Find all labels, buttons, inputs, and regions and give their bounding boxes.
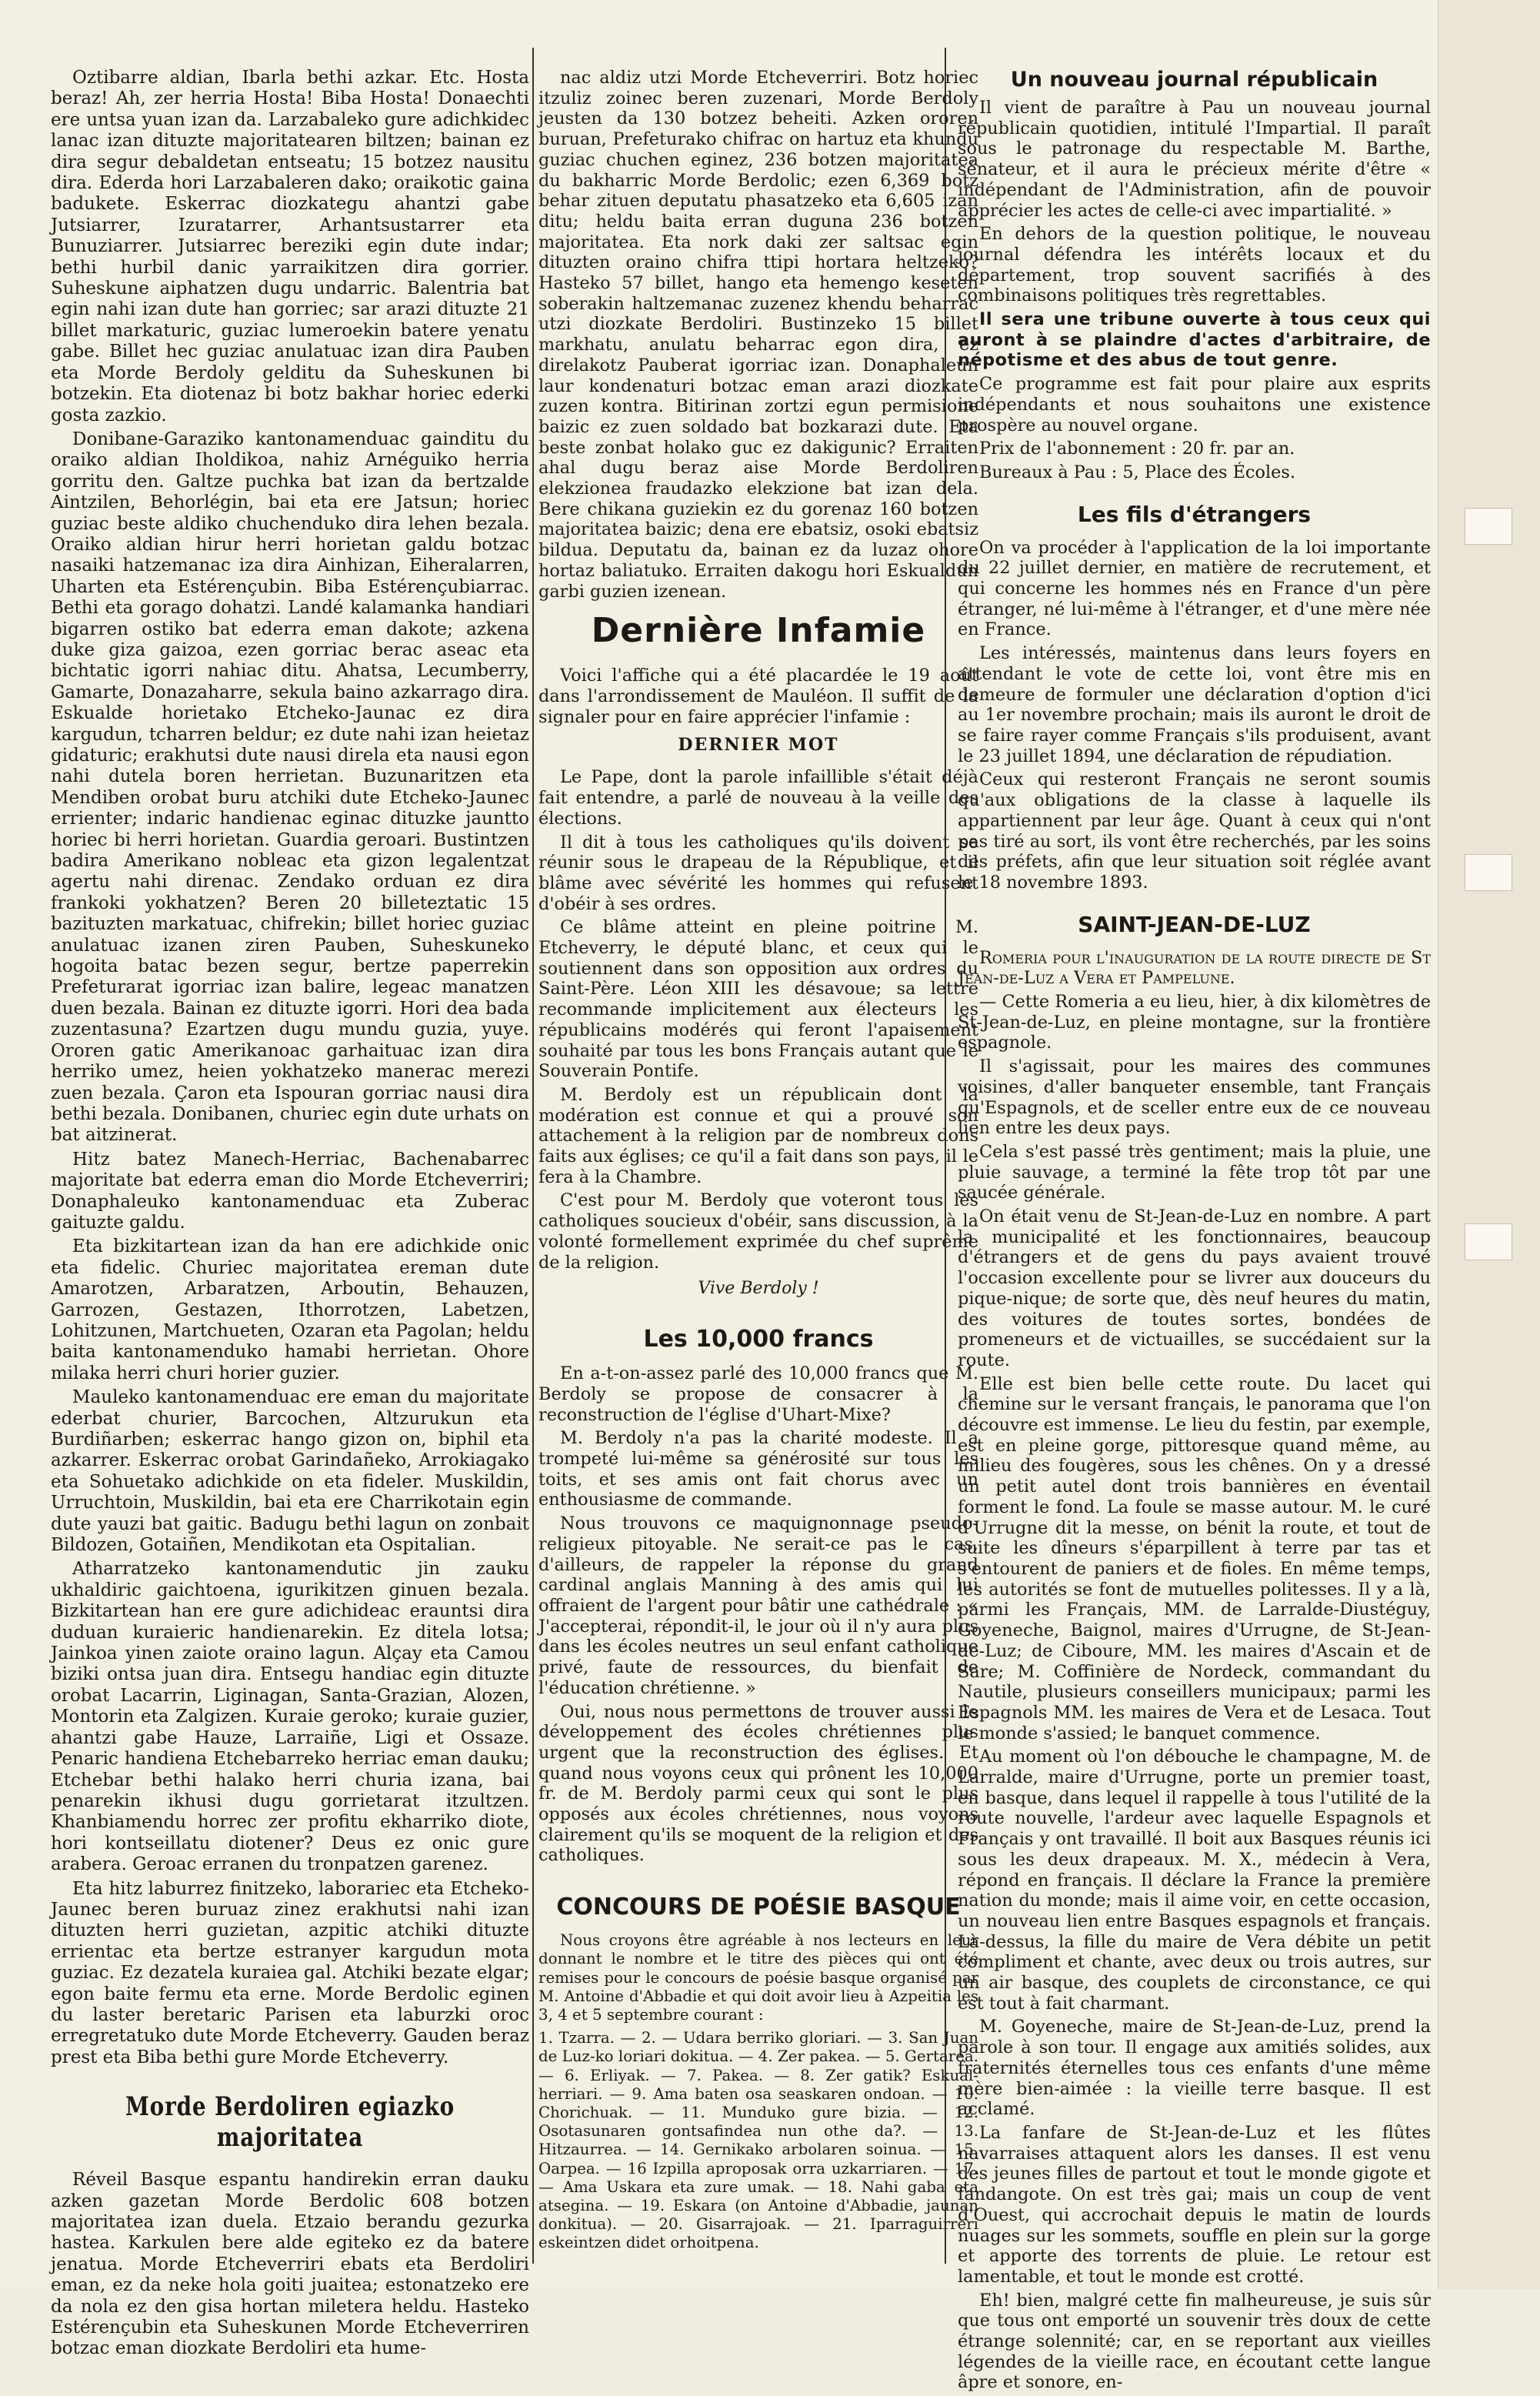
poem-list: 1. Tzarra. — 2. — Udara berriko gloriari. — 3. San Juan de Luz-ko loriari dokitua. — 4. Zer pakea. — 5. Gertarea. — 6. Erliyak. — 7. Pakea. — 8. Zer gatik? Eskual-herriari. — 9. Ama baten osa seaskaren ondoan. — 10. Chorichuak. — 11. Munduko gure bizia. — 12. Osotasunaren gontsafindea nun othe da?. — 13. Hitzaurrea. — 14. Gernikako arbolaren soinua. — 15. Oarpea. — 16 Izpilla aproposak orra uzkarriaren. — 17. — Ama Uskara eta zure umak. — 18. Nahi gaba eta atsegina. — 19. Eskara (on Antoine d'Abbadie, jaunan donkitua). — 20. Gisarrajoak. — 21. Iparraguirreri eskeintzen didet orhoitpena. bbox=[538, 2029, 978, 2252]
article-paragraph: Nous trouvons ce maquignonnage pseudo-religieux pitoyable. Ne serait-ce pas le cas, d'ailleurs, de rappeler la réponse du grand cardinal anglais Manning à des amis qui lui offraient de l'argent pour bâtir une cathédrale : « J'accepterai, répondit-il, le jour où il n'y aura plus dans les écoles neutres un seul enfant catholique privé, faute de ressources, du bienfait de l'éducation chrétienne. » bbox=[538, 1513, 978, 1698]
binding-tab bbox=[1465, 508, 1512, 545]
bold-statement: Il sera une tribune ouverte à tous ceux qui auront à se plaindre d'actes d'arbitraire, de népotisme et des abus de tout genre. bbox=[958, 309, 1431, 371]
article-paragraph: Mauleko kantonamenduac ere eman du majoritate ederbat churier, Barcochen, Altzurukun eta Burdiñarben; eskerrac hango gizon on, biphil eta azkarrer. Eskerrac orobat Garindañeko, Arrokiagako eta Sohuetako adichkide on eta fideler. Muskildin, Urruchtoin, Muskildin, bai eta ere Charrikotain egin dute yauzi bat gaitic. Badugu bethi lagun on zonbait Bildozen, Gotaiñen, Mendikotan eta Ospitalian. bbox=[51, 1387, 529, 1556]
article-paragraph: Donibane-Garaziko kantonamenduac gainditu du oraiko aldian Iholdikoa, nahiz Arnéguiko herria gorritu den. Galtze puchka bat izan da bertzalde Aintzilen, Behorlégin, bai eta ere Jatsun; horiec guziac beste aldiko chuchenduko dira lehen bezala. Oraiko aldian hirur herri horietan galdu botzac nasaiki hatzemanac iza dira Ainhizan, Eiheralarren, Uharten eta Estérençubin. Biba Estérençubiarrac. Bethi eta gorago dohatzi. Landé kalamanka handiari bigarren ostiko bat ederra eman dakote; azkena duke giza gaizoa, ezen gorriac berac aseac eta bichtatic igorri nahiac ditu. Ahatsa, Lecumberry, Gamarte, Donazaharre, sekula baino azkarrago dira. Eskualde horietako Etcheko-Jaunac ez dira kargudun, tcharren beldur; ez dute nahi izan heietaz gidaturic; erakhutsi dute nausi direla eta nausi egon nahi dutela boren herrietan. Buzunaritzen eta Mendiben orobat buru atchiki dute Etcheko-Jaunec errienter; indaric handienac eginac dituzke jauntto horiec bi herri horietan. Guardia geroari. Bustintzen badira Amerikano nobleac eta gizon legalentzat agertu nahi direnac. Zendako orduan ez dira frankoki yokhatzen? Beren 20 billeteztatic 15 bazituzten markatuac, chifrekin; billet horiec guziac anulatuac izanen ziren Pauben, Suheskuneko hogoita batac bezen segur, bertze paperrekin Prefeturarat igorriac izan balire, legeac manatzen duen bezala. Bainan ez dituzte igorri. Hori dea bada zuzentasuna? Ezartzen dugu mundu guzia, yuye. Ororen gatic Amerikanoac garhaituac izan dira herriko umez, heien yokhatzeko manerac merezi zuen bezala. Çaron eta Ispouran gorriac nausi dira bethi bezala. Donibanen, churiec egin dute urhats on bat aitzinerat. bbox=[51, 429, 529, 1146]
article-paragraph: Il dit à tous les catholiques qu'ils doivent se réunir sous le drapeau de la République, et il blâme avec sévérité les hommes qui refusent d'obéir à ses ordres. bbox=[538, 832, 978, 914]
article-paragraph: Le Pape, dont la parole infaillible s'était déjà fait entendre, a parlé de nouveau à la veille des élections. bbox=[538, 767, 978, 829]
article-paragraph: Voici l'affiche qui a été placardée le 19 août dans l'arrondissement de Mauléon. Il suffit de la signaler pour en faire apprécier l'infamie : bbox=[538, 666, 978, 727]
article-paragraph: Les intéressés, maintenus dans leurs foyers en attendant le vote de cette loi, vont être mis en demeure de formuler une déclaration d'option d'ici au 1er novembre prochain; mais ils auront le droit de se faire rayer comme Français s'ils produisent, avant le 23 juillet 1894, une déclaration de répudiation. bbox=[958, 643, 1431, 766]
signature: Vive Berdoly ! bbox=[698, 1279, 819, 1299]
article-paragraph: Ceux qui resteront Français ne seront soumis qu'aux obligations de la classe à laquelle ils appartiennent par leur âge. Quant à ceux qui n'ont pas tiré au sort, ils vont être recherchés, par les soins des préfets, afin que leur situation soit réglée avant le 18 novembre 1893. bbox=[958, 769, 1431, 893]
article-paragraph: Elle est bien belle cette route. Du lacet qui chemine sur le versant français, le panorama que l'on découvre est immense. Le lieu du festin, par exemple, est en pleine gorge, pittoresque quand même, au milieu des fougères, sous les chênes. On y a dressé un petit autel dont trois bannières en éventail forment le fond. La foule se masse autour. M. le curé d'Urrugne dit la messe, on bénit la route, et tout de suite les dîneurs s'éparpillent à terre par tas et s'entourent de paniers et de fioles. En même temps, les autorités se font de mutuelles politesses. Il y a là, parmi les Français, MM. de Larralde-Diustéguy, Goyeneche, Baignol, maires d'Urrugne, de St-Jean-de-Luz; de Ciboure, MM. les maires d'Ascain et de Sare; M. Coffinière de Nordeck, commandant du Nautile, plusieurs conseillers municipaux; parmi les Espagnols MM. les maires de Vera et de Lesaca. Tout le monde s'assied; le banquet commence. bbox=[958, 1373, 1431, 1744]
article-paragraph: Eh! bien, malgré cette fin malheureuse, je suis sûr que tous ont emporté un souvenir très doux de cette étrange solennité; car, en se reportant aux vieilles légendes de la vieille race, en écoutant cette langue âpre et sonore, en- bbox=[958, 2290, 1431, 2393]
article-paragraph: On va procéder à l'application de la loi importante du 22 juillet dernier, en matière de recrutement, et qui concerne les hommes nés en France d'un père étranger, né lui-même à l'étranger, et d'une mère née en France. bbox=[958, 537, 1431, 640]
article-paragraph: Prix de l'abonnement : 20 fr. par an. bbox=[979, 439, 1295, 459]
article-paragraph: Eta hitz laburrez finitzeko, laborariec eta Etcheko-Jaunec beren buruaz zinez erakhutsi nahi izan dituzten herri guzietan, azpitic atchiki dituzte errientac eta bertze estranyer kargudun mota guziac. Ez dezatela kuraiea gal. Atchiki bezate elgar; egon baite fermu eta erne. Morde Berdolic eginen du laster beretaric Parisen eta laburzki oroc erregretatuko dute Morde Etcheverry. Gauden beraz prest eta Biba bethi gure Morde Etcheverry. bbox=[51, 1878, 529, 2067]
column-middle bbox=[538, 68, 978, 2253]
article-paragraph: Atharratzeko kantonamendutic jin zauku ukhaldiric gaichtoena, igurikitzen ginuen bezala. Bizkitartean han ere gure adichideac erauntsi dira duduan kuraieric handienarekin. Ez ditela lotsa; Jainkoa yinen zaiote oraino lagun. Alçay eta Camou biziki ontsa juan dira. Entsegu handiac egin dituzte orobat Lacarrin, Liginagan, Santa-Grazian, Alozen, Montorin eta Zalgizen. Kuraie geroko; kuraie guzier, ahantzi gabe Hauze, Larraiñe, Ligi et Ossaze. Penaric handiena Etchebarreko herriac eman dauku; Etchebar bethi halako herri churia izana, bai penarekin ikhusi dugu gorrietarat itzultzen. Khanbiamendu horrec zer profitu ekharriko diote, hori kontseillatu diotener? Deus ez onic gure arabera. Geroac erranen du tronpatzen garenez. bbox=[51, 1559, 529, 1875]
subheading: DERNIER MOT bbox=[678, 735, 839, 756]
article-paragraph: On était venu de St-Jean-de-Luz en nombre. A part la municipalité et les fonctionnaires, beaucoup d'étrangers et de gens du pays avaient trouvé l'occasion excellente pour se livrer aux douceurs du pique-nique; de sorte que, dès neuf heures du matin, des voitures de toutes sortes, bondées de promeneurs et de victuailles, se succédaient sur la route. bbox=[958, 1206, 1431, 1370]
article-heading: Les fils d'étrangers bbox=[1077, 501, 1312, 527]
article-paragraph: Bureaux à Pau : 5, Place des Écoles. bbox=[979, 462, 1295, 482]
article-paragraph: Au moment où l'on débouche le champagne, M. de Larralde, maire d'Urrugne, porte un premier toast, en basque, dans lequel il rappelle à tous l'utilité de la route nouvelle, l'ardeur avec laquelle Espagnols et Français y ont travaillé. Il boit aux Basques réunis ici sous les deux drapeaux. M. X., médecin à Vera, répond en français. Il déclare la France la première nation du monde; mais il aime voir, en cette occasion, un nouveau lien entre Basques espagnols et français. Là-dessus, la fille du maire de Vera débite un petit compliment et chante, avec deux ou trois autres, sur un air basque, des couplets de circonstance, ce qui est tout à fait charmant. bbox=[958, 1747, 1431, 2014]
article-paragraph: Hitz batez Manech-Herriac, Bachenabarrec majoritate bat ederra eman dio Morde Etcheverriri; Donaphaleuko kantonamenduac eta Zuberac gaituzte galdu. bbox=[51, 1149, 529, 1233]
article-paragraph: C'est pour M. Berdoly que voteront tous les catholiques soucieux d'obéir, sans discussion, à la volonté formellement exprimée du chef suprême de la religion. bbox=[538, 1190, 978, 1273]
column-right bbox=[958, 68, 1431, 2396]
article-heading: Les 10,000 francs bbox=[643, 1326, 874, 1353]
article-paragraph: Oui, nous nous permettons de trouver aussi le développement des écoles chrétiennes plus urgent que la reconstruction des églises. Et quand nous voyons ceux qui prônent les 10,000 fr. de M. Berdoly parmi ceux qui sont le plus opposés aux écoles chrétiennes, nous voyons clairement qu'ils se moquent de la religion et des catholiques. bbox=[538, 1701, 978, 1866]
article-paragraph: Il s'agissait, pour les maires des communes voisines, d'aller banqueter ensemble, tant Français qu'Espagnols, et de sceller entre eux de ce nouveau lien entre les deux pays. bbox=[958, 1056, 1431, 1139]
article-paragraph: Nous croyons être agréable à nos lecteurs en leur donnant le nombre et le titre des pièces qui ont été remises pour le concours de poésie basque organisé par M. Antoine d'Abbadie et qui doit avoir lieu à Azpeitia les 3, 4 et 5 septembre courant : bbox=[538, 1931, 978, 2024]
binding-tab bbox=[1465, 854, 1512, 891]
article-paragraph: M. Berdoly n'a pas la charité modeste. Il a trompeté lui-même sa générosité sur tous les toits, et ses amis ont fait chorus avec un enthousiasme de commande. bbox=[538, 1428, 978, 1510]
article-heading: Un nouveau journal républicain bbox=[1010, 68, 1378, 92]
article-paragraph: La fanfare de St-Jean-de-Luz et les flûtes navarraises attaquent alors les danses. Il est venu des jeunes filles de partout et tout le monde gigote et fandangote. On est très gai; mais un coup de vent d'Ouest, qui accrochait depuis le matin de lourds nuages sur les sommets, souffle en plein sur la gorge et apporte des torrents de pluie. Le retour est lamentable, et tout le monde est crotté. bbox=[958, 2122, 1431, 2287]
article-paragraph: Ce blâme atteint en pleine poitrine M. Etcheverry, le député blanc, et ceux qui le soutiennent dans son opposition aux ordres du Saint-Père. Léon XIII les désavoue; sa lettre recommande implicitement aux électeurs les républicains modérés qui feront l'apaisement souhaité par tous les bons Français autant que le Souverain Pontife. bbox=[538, 917, 978, 1082]
article-paragraph: Ce programme est fait pour plaire aux esprits indépendants et nous souhaitons une existence prospère au nouvel organe. bbox=[958, 374, 1431, 435]
column-basque-1 bbox=[51, 68, 529, 2363]
article-paragraph: — Cette Romeria a eu lieu, hier, à dix kilomètres de St-Jean-de-Luz, en pleine montagne, sur la frontière espagnole. bbox=[958, 992, 1431, 1053]
article-paragraph: Réveil Basque espantu handirekin erran dauku azken gazetan Morde Berdolic 608 botzen majoritatea izan duela. Etzaio berandu gezurka hastea. Karkulen bere alde egiteko ez da batere jenatua. Morde Etcheverriri ebats eta Berdoliri eman, ez da neke hola goiti juaitea; estonatzeko ere da nola ez den gisa hortan miletera heldu. Hasteko Estérençubin eta Suheskunen Morde Etcheverriren botzac eman diozkate Berdoliri eta hume- bbox=[51, 2170, 529, 2359]
article-heading: Morde Berdoliren egiazko majoritatea bbox=[125, 2091, 455, 2154]
article-paragraph: Oztibarre aldian, Ibarla bethi azkar. Etc. Hosta beraz! Ah, zer herria Hosta! Biba Hosta! Donaechti ere untsa yuan izan da. Larzabaleko gure adichkidec lanac izan dituzte majoritatearen biltzen; bainan ez dira segur debaldetan entseatu; 15 botzez nausitu dira. Ederda hori Larzabaleren dako; oraikotic gaina badukete. Eskerrac diozkategu ahantzi gabe Jutsiarrer, Izuratarrer, Arhantsustarrer eta Bunuziarrer. Jutsiarrec bereziki egin dute indar; bethi hurbil danic yarraikitzen dira gorrier. Suheskune aiphatzen dugu undarric. Balentria bat egin nahi izan dute han gorriec; sar arazi dituzte 21 billet markaturic, guziac lumeroekin batere yenatu gabe. Billet hec guziac anulatuac izan dira Pauben eta Morde Berdoly gelditu da Suheskunen bi botzekin. Eta diotenaz bi botz bakhar horiec ederki gosta zazkio. bbox=[51, 68, 529, 425]
page-edge bbox=[1438, 0, 1540, 2289]
article-paragraph: Eta bizkitartean izan da han ere adichkide onic eta fidelic. Churiec majoritatea ereman dute Amarotzen, Arbaratzen, Arboutin, Behauzen, Garrozen, Gestazen, Ithorrotzen, Labetzen, Lohitzunen, Martchueten, Ozaran eta Pagolan; heldu baita kantonamenduko hamabi herrietan. Ohore milaka herri churi horier guzier. bbox=[51, 1236, 529, 1383]
article-heading: SAINT-JEAN-DE-LUZ bbox=[1078, 911, 1311, 937]
article-paragraph: M. Goyeneche, maire de St-Jean-de-Luz, prend la parole à son tour. Il engage aux amitiés solides, aux fraternités éternelles tous ces enfants d'une même mère bien-aimée : la vieille terre basque. Il est acclamé. bbox=[958, 2017, 1431, 2120]
article-paragraph: Cela s'est passé très gentiment; mais la pluie, une pluie sauvage, a terminé la fête trop tôt par une saucée générale. bbox=[958, 1141, 1431, 1203]
article-paragraph: En dehors de la question politique, le nouveau journal défendra les intérêts locaux et du département, trop souvent sacrifiés à des combinaisons politiques très regrettables. bbox=[958, 224, 1431, 306]
column-rule bbox=[532, 48, 534, 2264]
article-paragraph: En a-t-on-assez parlé des 10,000 francs que M. Berdoly se propose de consacrer à la reconstruction de l'église d'Uhart-Mixe? bbox=[538, 1363, 978, 1425]
binding-tab bbox=[1465, 1223, 1512, 1260]
article-paragraph: nac aldiz utzi Morde Etcheverriri. Botz horiec itzuliz zoinec beren zuzenari, Morde Berdoly jeusten da 130 botzez beheiti. Azken ororen buruan, Prefeturako chifrac on hartuz eta khundu guziac chuchen eginez, 236 botzen majoritatea du bakharric Morde Berdolic; ezen 6,369 botz behar zituen deputatu phasatzeko eta 6,605 izan ditu; heldu baita erran duguna 236 botzen majoritatea. Eta nork daki zer saltsac egin dituzten oraino chifra ttipi hortara heltzeko? Hasteko 57 billet, hango eta hemengo keseten soberakin haltzemanac zuzenez khendu beharrac utzi diozkate Berdoliri. Bustinzeko 15 billet markhatu, anulatu beharrac egon dira, ez direlakotz Pauberat igorriac izan. Donaphaleun laur kondenaturi botzac eman arazi diozkate zuzen kontra. Bitirinan zortzi egun permisione baizic ez zuen soldado bat bozkarazi dute. Eta beste zonbat holako guc ez dakigunic? Erraiten ahal dugu beraz aise Morde Berdoliren elekzionea fraudazko elekzione bat izan dela. Bere chikana guziekin ez du gorenaz 160 botzen majoritatea baizic; dena ere ebatsiz, osoki ebatsiz bildua. Deputatu da, bainan ez da luzaz ohore hortaz baliatuko. Erraiten dakogu hori Eskualdun garbi guzien izenean. bbox=[538, 68, 978, 602]
article-lead: Romeria pour l'inauguration de la route directe de St Jean-de-Luz a Vera et Pampelune. bbox=[958, 947, 1431, 989]
article-heading: Dernière Infamie bbox=[591, 611, 926, 651]
article-paragraph: M. Berdoly est un républicain dont la modération est connue et qui a prouvé son attachement à la religion par de nombreux dons faits aux églises; ce qu'il a fait dans son pays, il le fera à la Chambre. bbox=[538, 1084, 978, 1187]
article-paragraph: Il vient de paraître à Pau un nouveau journal républicain quotidien, intitulé l'Impartial. Il paraît sous le patronage du respectable M. Barthe, sénateur, et il aura le précieux mérite d'être « indépendant de l'Administration, afin de pouvoir apprécier les actes de celle-ci avec impartialité. » bbox=[958, 98, 1431, 221]
article-heading: CONCOURS DE POÉSIE BASQUE bbox=[556, 1894, 961, 1921]
